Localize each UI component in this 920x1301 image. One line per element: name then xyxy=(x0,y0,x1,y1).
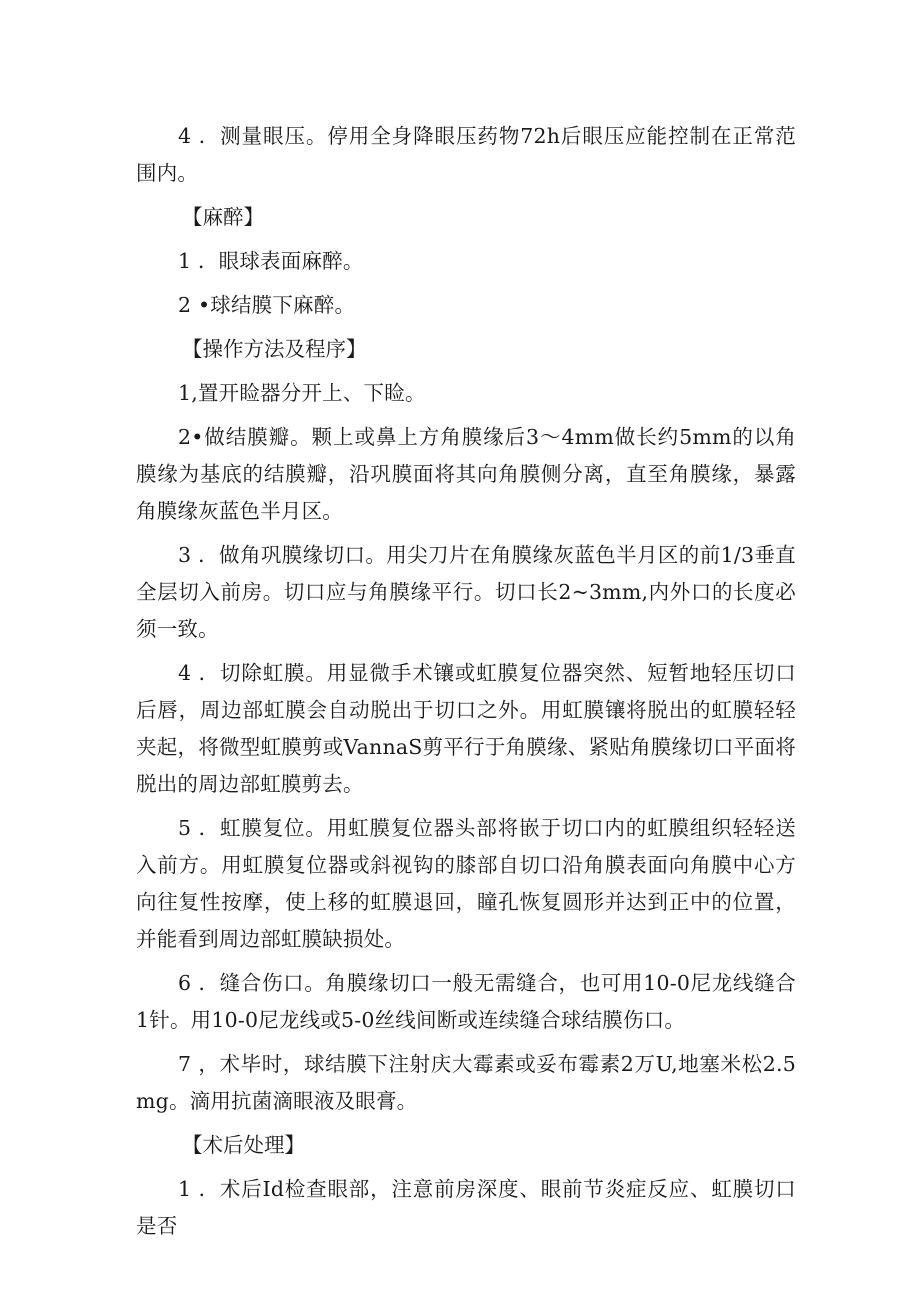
paragraph-step-7: 7 ，术毕时，球结膜下注射庆大霉素或妥布霉素2万U,地塞米松2.5mg。滴用抗菌滴眼液及眼膏。 xyxy=(136,1052,796,1113)
paragraph-step-4: 4 ．切除虹膜。用显微手术镶或虹膜复位器突然、短暂地轻压切口后唇，周边部虹膜会自动脱出于切口之外。用虹膜镶将脱出的虹膜轻轻夹起，将微型虹膜剪或VannaS剪平行于角膜缘、紧贴角膜缘切口平面将脱出的周边部虹膜剪去。 xyxy=(136,661,796,796)
paragraph-step-3: 3 ．做角巩膜缘切口。用尖刀片在角膜缘灰蓝色半月区的前1/3垂直全层切入前房。切口应与角膜缘平行。切口长2~3mm,内外口的长度必须一致。 xyxy=(136,543,796,641)
section-heading-procedure: 【操作方法及程序】 xyxy=(182,337,367,361)
paragraph-step-5: 5 ．虹膜复位。用虹膜复位器头部将嵌于切口内的虹膜组织轻轻送入前方。用虹膜复位器或斜视钩的膝部自切口沿角膜表面向角膜中心方向往复性按摩，使上移的虹膜退回，瞳孔恢复圆形并达到正中的位置，并能看到周边部虹膜缺损处。 xyxy=(136,816,796,951)
section-heading-anesthesia: 【麻醉】 xyxy=(182,205,264,229)
paragraph-postop-1: 1 ．术后Id检查眼部，注意前房深度、眼前节炎症反应、虹膜切口是否 xyxy=(136,1177,796,1238)
paragraph-step-2: 2•做结膜瓣。颗上或鼻上方角膜缘后3～4mm做长约5mm的以角膜缘为基底的结膜瓣，沿巩膜面将其向角膜侧分离，直至角膜缘，暴露角膜缘灰蓝色半月区。 xyxy=(136,425,796,523)
document-body xyxy=(136,118,796,1252)
paragraph-step-6: 6 ．缝合伤口。角膜缘切口一般无需缝合，也可用10-0尼龙线缝合1针。用10-0尼龙线或5-0丝线间断或连续缝合球结膜伤口。 xyxy=(136,971,796,1032)
paragraph-surface-anesthesia: 1 ．眼球表面麻醉。 xyxy=(178,249,364,273)
section-heading-postop: 【术后处理】 xyxy=(182,1133,305,1157)
paragraph-measure-iop: 4 ．测量眼压。停用全身降眼压药物72h后眼压应能控制在正常范围内。 xyxy=(136,124,796,185)
paragraph-subconjunctival-anesthesia: 2 •球结膜下麻醉。 xyxy=(178,293,356,317)
paragraph-step-1: 1,置开睑器分开上、下睑。 xyxy=(178,381,426,405)
